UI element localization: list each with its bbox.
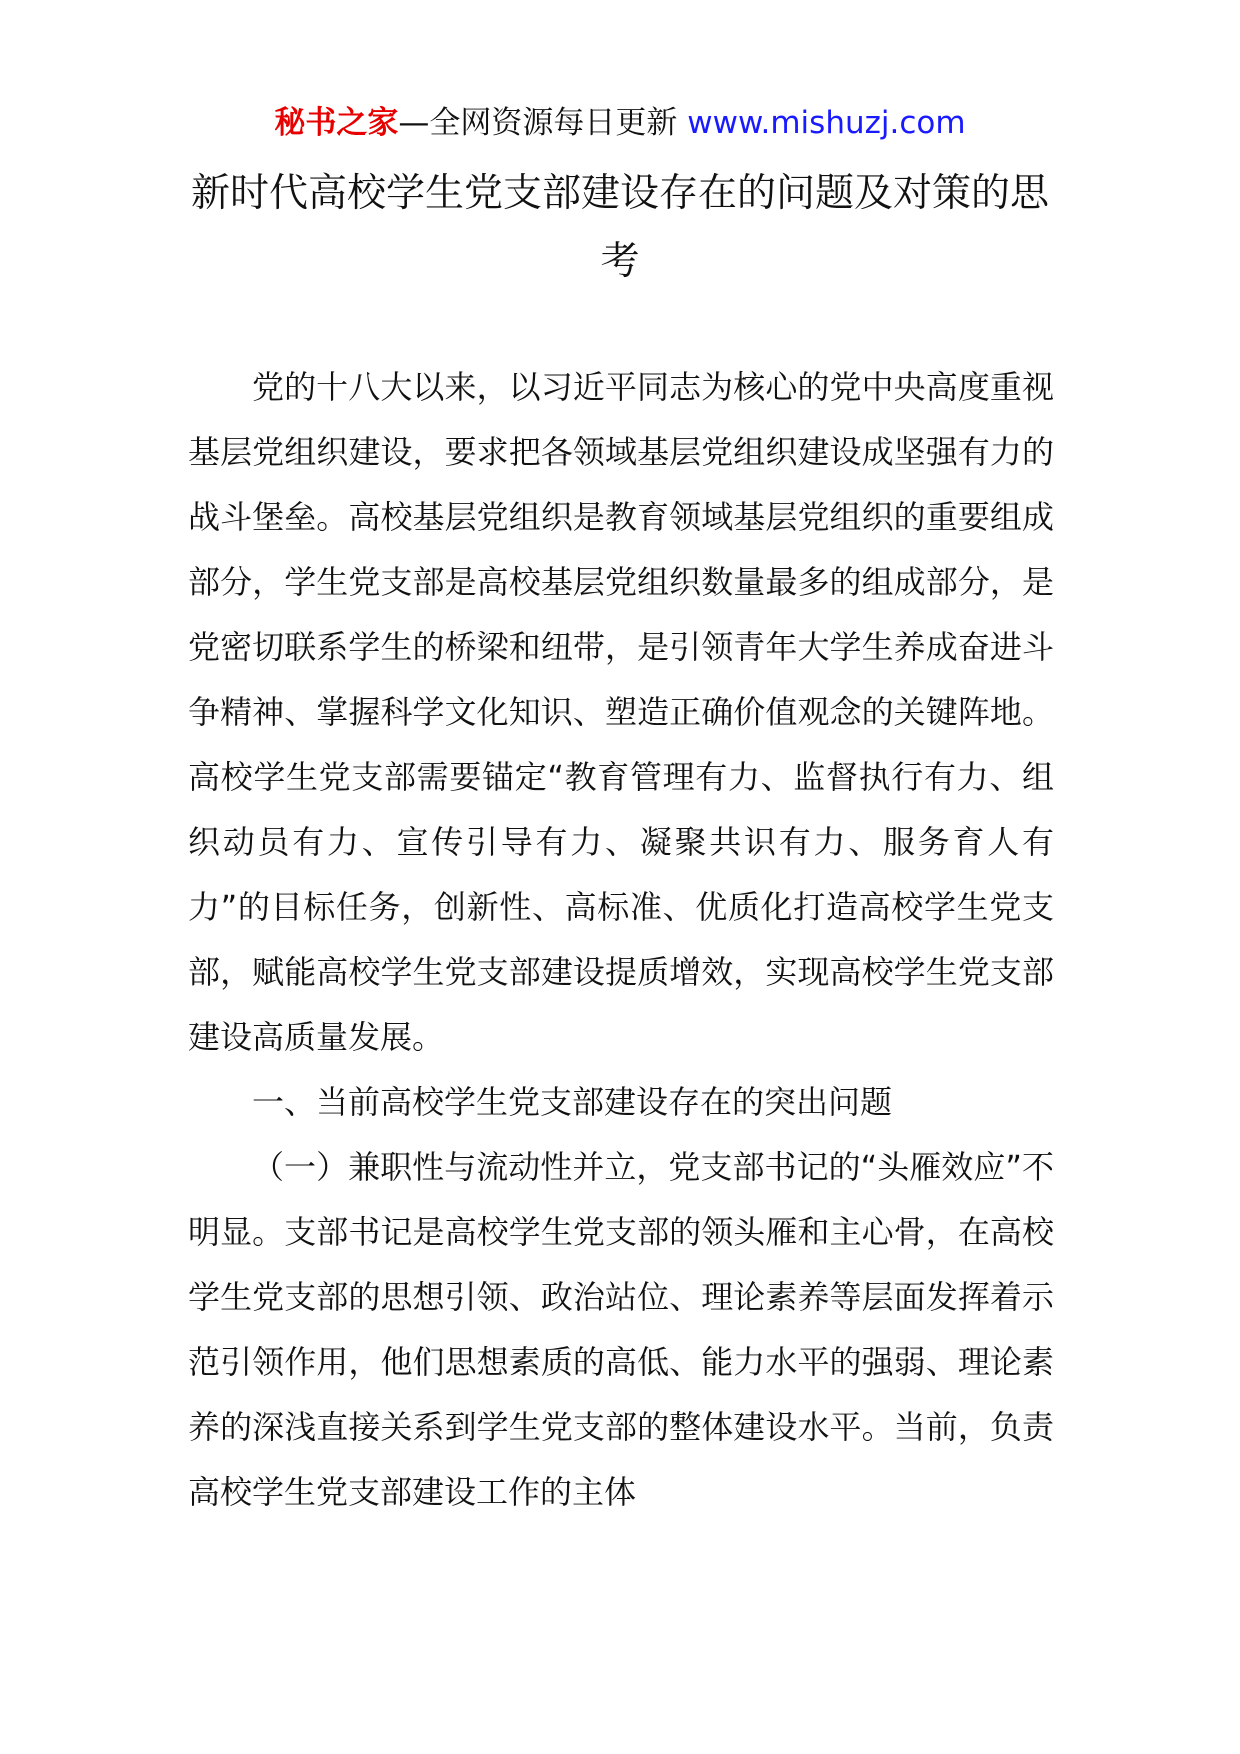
brand-name: 秘书之家 bbox=[274, 105, 399, 141]
document-title: 新时代高校学生党支部建设存在的问题及对策的思考 bbox=[190, 171, 1049, 284]
document-body bbox=[188, 355, 1054, 1525]
site-url-link[interactable]: www.mishuzj.com bbox=[687, 105, 966, 141]
section-heading: 一、当前高校学生党支部建设存在的突出问题 bbox=[252, 1083, 893, 1121]
header-tagline: —全网资源每日更新 bbox=[398, 105, 688, 141]
intro-paragraph: 党的十八大以来，以习近平同志为核心的党中央高度重视基层党组织建设，要求把各领域基层党组织建设成坚强有力的战斗堡垒。高校基层党组织是教育领域基层党组织的重要组成部分，学生党支部是高校基层党组织数量最多的组成部分，是党密切联系学生的桥梁和纽带，是引领青年大学生养成奋进斗争精神、掌握科学文化知识、塑造正确价值观念的关键阵地。高校学生党支部需要锚定“教育管理有力、监督执行有力、组织动员有力、宣传引导有力、凝聚共识有力、服务育人有力”的目标任务，创新性、高标准、优质化打造高校学生党支部，赋能高校学生党支部建设提质增效，实现高校学生党支部建设高质量发展。 bbox=[188, 368, 1054, 1056]
site-header bbox=[0, 100, 1240, 146]
subsection-paragraph: （一）兼职性与流动性并立，党支部书记的“头雁效应”不明显。支部书记是高校学生党支部的领头雁和主心骨，在高校学生党支部的思想引领、政治站位、理论素养等层面发挥着示范引领作用，他们思想素质的高低、能力水平的强弱、理论素养的深浅直接关系到学生党支部的整体建设水平。当前，负责高校学生党支部建设工作的主体 bbox=[188, 1148, 1054, 1511]
